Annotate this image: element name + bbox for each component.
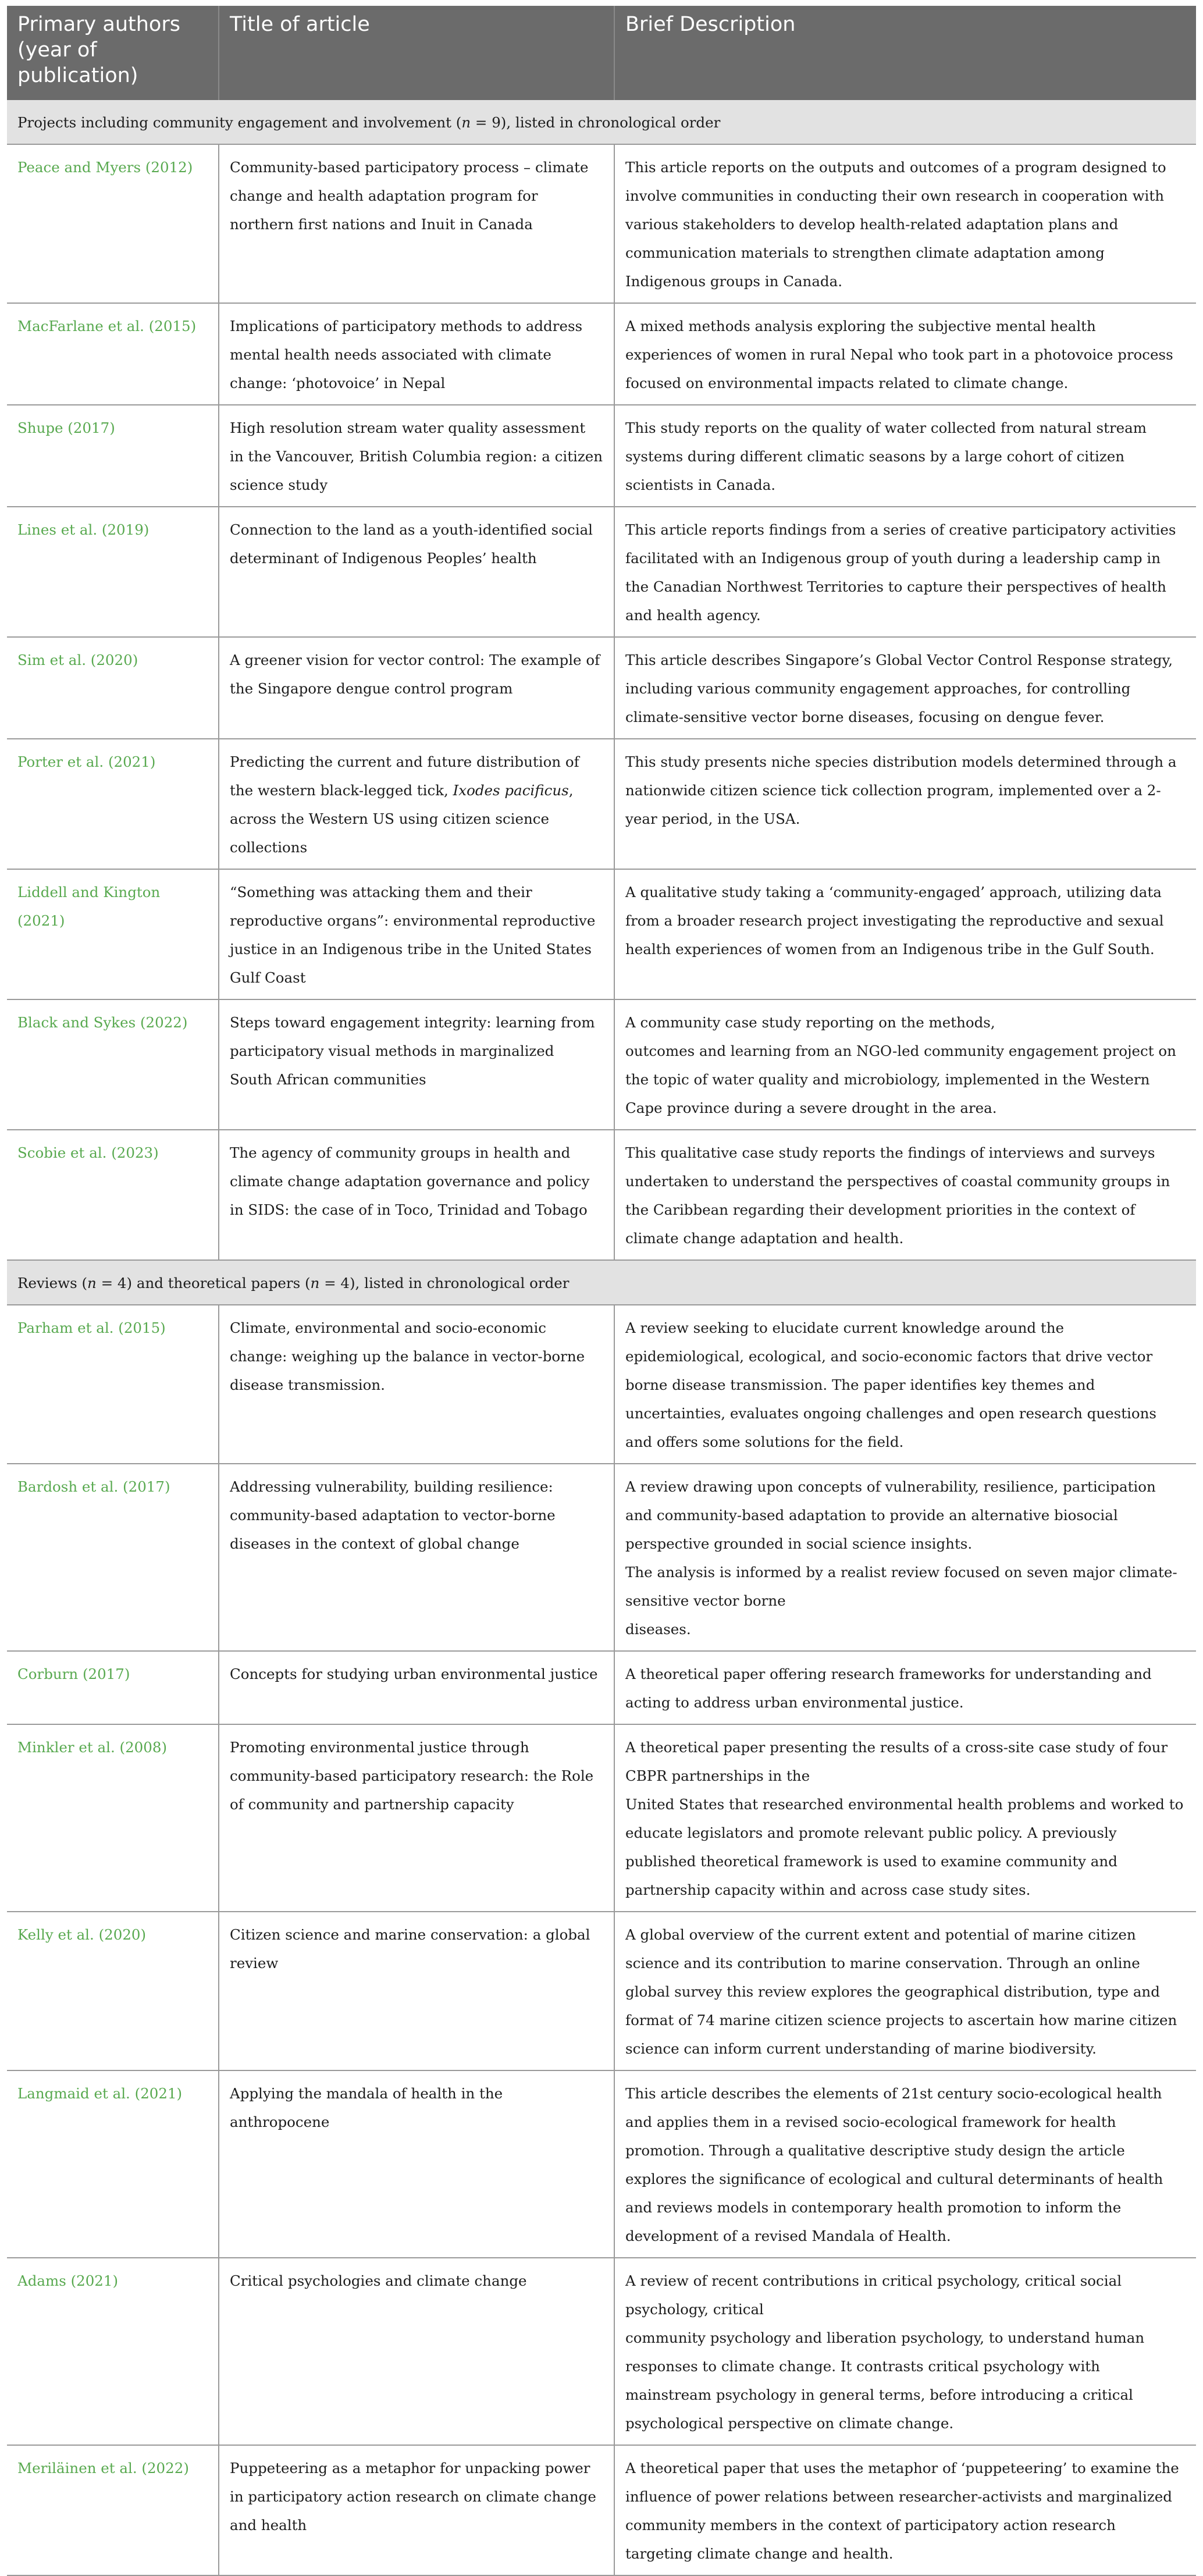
author-link[interactable]: Adams (2021)	[7, 2258, 219, 2445]
article-title: Implications of participatory methods to address mental health needs associated with climate change: ‘photovoice’ in Nepal	[219, 303, 614, 405]
article-description: This article reports findings from a series of creative participatory activities facilitated with an Indigenous group of youth during a leadership camp in the Canadian Northwest Territories to capture their perspectives of health and health agency.	[614, 507, 1196, 637]
literature-table	[7, 6, 1196, 2576]
table-row	[7, 999, 1196, 1130]
literature-table-container	[7, 6, 1196, 2576]
header-title: Title of article	[219, 6, 614, 100]
article-title: Puppeteering as a metaphor for unpacking power in participatory action research on climate change and health	[219, 2445, 614, 2575]
section-label-reviews: Reviews (n = 4) and theoretical papers (n = 4), listed in chronological order	[7, 1260, 1196, 1305]
article-description: A mixed methods analysis exploring the subjective mental health experiences of women in rural Nepal who took part in a photovoice process focused on environmental impacts related to climate change.	[614, 303, 1196, 405]
header-description: Brief Description	[614, 6, 1196, 100]
table-row	[7, 1464, 1196, 1651]
author-link[interactable]: Langmaid et al. (2021)	[7, 2070, 219, 2258]
table-row	[7, 2070, 1196, 2258]
author-link[interactable]: Corburn (2017)	[7, 1651, 219, 1724]
article-description: A theoretical paper offering research frameworks for understanding and acting to address urban environmental justice.	[614, 1651, 1196, 1724]
author-link[interactable]: Shupe (2017)	[7, 405, 219, 507]
article-description: A community case study reporting on the methods, outcomes and learning from an NGO-led community engagement project on the topic of water quality and microbiology, implemented in the Western Cape province during a severe drought in the area.	[614, 999, 1196, 1130]
author-link[interactable]: Peace and Myers (2012)	[7, 144, 219, 303]
article-description: This article describes the elements of 21st century socio-ecological health and applies them in a revised socio-ecological framework for health promotion. Through a qualitative descriptive study design the article explores the significance of ecological and cultural determinants of health and reviews models in contemporary health promotion to inform the development of a revised Mandala of Health.	[614, 2070, 1196, 2258]
table-row	[7, 739, 1196, 869]
article-description: This article reports on the outputs and outcomes of a program designed to involve communities in conducting their own research in cooperation with various stakeholders to develop health-related adaptation plans and communication materials to strengthen climate adaptation among Indigenous groups in Canada.	[614, 144, 1196, 303]
article-title: Promoting environmental justice through community-based participatory research: the Role of community and partnership capacity	[219, 1724, 614, 1912]
article-title: Climate, environmental and socio-economic change: weighing up the balance in vector-borne disease transmission.	[219, 1305, 614, 1464]
author-link[interactable]: Parham et al. (2015)	[7, 1305, 219, 1464]
article-title: Critical psychologies and climate change	[219, 2258, 614, 2445]
article-description: A global overview of the current extent and potential of marine citizen science and its contribution to marine conservation. Through an online global survey this review explores the geographical distribution, type and format of 74 marine citizen science projects to ascertain how marine citizen science can inform current understanding of marine biodiversity.	[614, 1912, 1196, 2070]
species-name: Ixodes pacificus	[453, 782, 569, 799]
article-description: A review drawing upon concepts of vulnerability, resilience, participation and community-based adaptation to provide an alternative biosocial perspective grounded in social science insights. The analysis is informed by a realist review focused on seven major climate-sensitive vector borne diseases.	[614, 1464, 1196, 1651]
author-link[interactable]: Scobie et al. (2023)	[7, 1130, 219, 1260]
table-row	[7, 1305, 1196, 1464]
table-row	[7, 1130, 1196, 1260]
author-link[interactable]: Bardosh et al. (2017)	[7, 1464, 219, 1651]
article-title: High resolution stream water quality assessment in the Vancouver, British Columbia region: a citizen science study	[219, 405, 614, 507]
table-row	[7, 869, 1196, 999]
article-title: Steps toward engagement integrity: learning from participatory visual methods in marginalized South African communities	[219, 999, 614, 1130]
article-description: A theoretical paper that uses the metaphor of ‘puppeteering’ to examine the influence of power relations between researcher-activists and marginalized community members in the context of participatory action research targeting climate change and health.	[614, 2445, 1196, 2575]
article-title: Predicting the current and future distribution of the western black-legged tick, Ixodes pacificus, across the Western US using citizen science collections	[219, 739, 614, 869]
article-title: A greener vision for vector control: The example of the Singapore dengue control program	[219, 637, 614, 739]
article-description: A review of recent contributions in critical psychology, critical social psychology, critical community psychology and liberation psychology, to understand human responses to climate change. It contrasts critical psychology with mainstream psychology in general terms, before introducing a critical psychological perspective on climate change.	[614, 2258, 1196, 2445]
table-row	[7, 1724, 1196, 1912]
article-title: Concepts for studying urban environmental justice	[219, 1651, 614, 1724]
article-description: This qualitative case study reports the findings of interviews and surveys undertaken to understand the perspectives of coastal community groups in the Caribbean regarding their development priorities in the context of climate change adaptation and health.	[614, 1130, 1196, 1260]
article-title: Community-based participatory process – climate change and health adaptation program for northern first nations and Inuit in Canada	[219, 144, 614, 303]
table-row	[7, 1651, 1196, 1724]
section-row-projects	[7, 100, 1196, 144]
article-description: A qualitative study taking a ‘community-engaged’ approach, utilizing data from a broader research project investigating the reproductive and sexual health experiences of women from an Indigenous tribe in the Gulf South.	[614, 869, 1196, 999]
table-row	[7, 507, 1196, 637]
author-link[interactable]: Sim et al. (2020)	[7, 637, 219, 739]
author-link[interactable]: Kelly et al. (2020)	[7, 1912, 219, 2070]
article-title: Addressing vulnerability, building resilience: community-based adaptation to vector-borne diseases in the context of global change	[219, 1464, 614, 1651]
table-row	[7, 2258, 1196, 2445]
header-authors: Primary authors (year of publication)	[7, 6, 219, 100]
article-title: The agency of community groups in health and climate change adaptation governance and policy in SIDS: the case of in Toco, Trinidad and Tobago	[219, 1130, 614, 1260]
table-row	[7, 1912, 1196, 2070]
table-row	[7, 303, 1196, 405]
table-row	[7, 405, 1196, 507]
section-row-reviews	[7, 1260, 1196, 1305]
article-description: This study presents niche species distribution models determined through a nationwide citizen science tick collection program, implemented over a 2-year period, in the USA.	[614, 739, 1196, 869]
article-title: “Something was attacking them and their reproductive organs”: environmental reproductive justice in an Indigenous tribe in the United States Gulf Coast	[219, 869, 614, 999]
author-link[interactable]: Black and Sykes (2022)	[7, 999, 219, 1130]
article-title: Citizen science and marine conservation: a global review	[219, 1912, 614, 2070]
table-header-row	[7, 6, 1196, 100]
author-link[interactable]: Lines et al. (2019)	[7, 507, 219, 637]
table-row	[7, 637, 1196, 739]
table-row	[7, 2445, 1196, 2575]
author-link[interactable]: Minkler et al. (2008)	[7, 1724, 219, 1912]
article-description: A theoretical paper presenting the results of a cross-site case study of four CBPR partnerships in the United States that researched environmental health problems and worked to educate legislators and promote relevant public policy. A previously published theoretical framework is used to examine community and partnership capacity within and across case study sites.	[614, 1724, 1196, 1912]
article-description: A review seeking to elucidate current knowledge around the epidemiological, ecological, and socio-economic factors that drive vector borne disease transmission. The paper identifies key themes and uncertainties, evaluates ongoing challenges and open research questions and offers some solutions for the field.	[614, 1305, 1196, 1464]
author-link[interactable]: Porter et al. (2021)	[7, 739, 219, 869]
article-description: This article describes Singapore’s Global Vector Control Response strategy, including various community engagement approaches, for controlling climate-sensitive vector borne diseases, focusing on dengue fever.	[614, 637, 1196, 739]
author-link[interactable]: MacFarlane et al. (2015)	[7, 303, 219, 405]
table-row	[7, 144, 1196, 303]
article-title: Connection to the land as a youth-identified social determinant of Indigenous Peoples’ health	[219, 507, 614, 637]
author-link[interactable]: Liddell and Kington (2021)	[7, 869, 219, 999]
section-label-projects: Projects including community engagement and involvement (n = 9), listed in chronological order	[7, 100, 1196, 144]
author-link[interactable]: Meriläinen et al. (2022)	[7, 2445, 219, 2575]
article-title: Applying the mandala of health in the anthropocene	[219, 2070, 614, 2258]
article-description: This study reports on the quality of water collected from natural stream systems during different climatic seasons by a large cohort of citizen scientists in Canada.	[614, 405, 1196, 507]
